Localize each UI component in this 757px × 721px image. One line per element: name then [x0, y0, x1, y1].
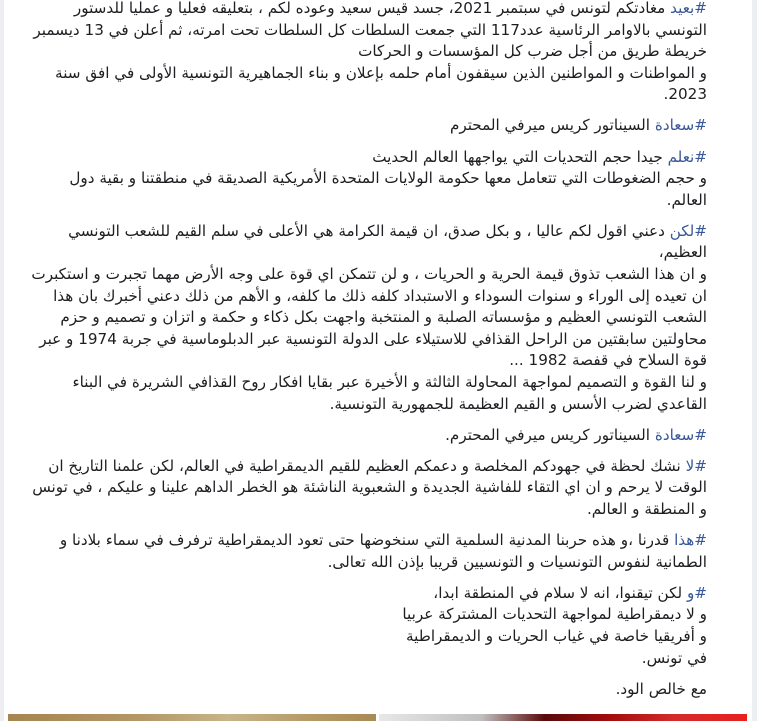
post-text: جيدا حجم التحديات التي يواجهها العالم الحديث — [372, 147, 668, 166]
post-line — [27, 648, 707, 670]
post-paragraph — [27, 583, 707, 669]
post-text: مغادتكم لتونس في سبتمبر 2021، جسد قيس سعيد وعوده لكم ، بتعليقه فعليا و عمليا للدستور — [73, 0, 671, 17]
post-paragraph — [27, 456, 707, 521]
post-text: و المنطقة و العالم. — [586, 499, 707, 518]
post-text: و لنا القوة و التصميم لمواجهة المحاولة الثالثة و الأخيرة عبر بقايا افكار روح القذافي الشريرة في البناء — [72, 373, 707, 391]
post-text: لكن تيقنوا، انه لا سلام في المنطقة ابدا، — [433, 583, 687, 602]
post-text: في تونس. — [641, 648, 707, 667]
post-body — [27, 0, 707, 710]
post-text: قوة السلاح في قفصة 1982 ... — [509, 351, 707, 370]
hashtag-link[interactable]: #هذا — [674, 531, 707, 550]
post-line — [27, 264, 707, 286]
photo-thumbnail-right[interactable] — [379, 714, 747, 721]
post-text: و لا ديمقراطية لمواجهة التحديات المشتركة عربيا — [402, 605, 707, 624]
post-line — [27, 41, 707, 63]
post-line — [27, 63, 707, 85]
post-line — [27, 583, 707, 605]
post-paragraph — [27, 147, 707, 212]
post-text: قدرنا ،و هذه حربنا المدنية السلمية التي سنخوضها حتى تعود الديمقراطية ترفرف في سماء بلادنا و — [59, 531, 675, 550]
post-text: الوقت لا يرحم و ان اي التقاء للفاشية الجديدة و الشعبوية الناشئة هو الخطر الداهم علينا و عليكم ، في تونس — [32, 478, 707, 497]
post-text: محاولتين سابقتين من الراحل القذافي للاستيلاء على الدولة التونسية عبر الدبلوماسية في جربة 1974 و عبر — [39, 329, 707, 348]
post-line — [27, 350, 707, 372]
post-line — [27, 530, 707, 552]
post-text: الشعب التونسي العظيم و مؤسساته الصلبة و المنتخبة واجهت بكل ذكاء و حكمة و اتزان و تصميم و حزم — [60, 308, 707, 327]
post-line — [27, 20, 707, 42]
post-text: العالم. — [666, 190, 707, 209]
post-text: و حجم الضغوطات التي تتعامل معها حكومة الولايات المتحدة الأمريكية الصديقة في منطقتنا و بقية دول — [69, 169, 707, 188]
hashtag-link[interactable]: #سعادة — [654, 116, 707, 135]
post-text: و أفريقيا خاصة في غياب الحريات و الديمقراطية — [406, 626, 707, 645]
post-text: العظيم، — [658, 243, 707, 262]
post-text: نشك لحظة في جهودكم المخلصة و دعمكم العظيم للقيم الديمقراطية في العالم، لكن علمنا التاريخ ان — [48, 456, 686, 475]
post-line — [27, 394, 707, 416]
post-paragraph — [27, 115, 707, 137]
photo-thumbnail-left[interactable] — [8, 714, 376, 721]
hashtag-link[interactable]: #لا — [685, 456, 707, 475]
post-text: السيناتور كريس ميرفي المحترم. — [445, 425, 655, 444]
post-line — [27, 221, 707, 243]
post-line — [27, 626, 707, 648]
post-line — [27, 307, 707, 329]
post-line — [27, 425, 707, 447]
post-line — [27, 84, 707, 106]
post-line — [27, 477, 707, 499]
post-line — [27, 115, 707, 137]
post-text: ان تعيده إلى الوراء و سنوات السوداء و الاستبداد كلفه ذلك ما كلفه، و الأهم من ذلك دعني أخبرك بان هذا — [53, 286, 707, 305]
post-text: التونسي بالاوامر الرئاسية عدد117 التي جمعت السلطات كل السلطات تحت امرته، ثم أعلن في 13 ديسمبر — [33, 20, 707, 39]
post-line — [27, 329, 707, 351]
post-paragraph — [27, 221, 707, 415]
post-text: الطمانية لنفوس التونسيات و التونسيين قريبا بإذن الله تعالى. — [327, 552, 707, 571]
post-text: السيناتور كريس ميرفي المحترم — [449, 116, 655, 135]
post-line — [27, 286, 707, 308]
post-line — [27, 372, 707, 394]
hashtag-link[interactable]: #لكن — [669, 221, 707, 240]
post-text: و المواطنات و المواطنين الذين سيقفون أمام حلمه بإعلان و بناء الجماهيرية التونسية الأولى في افق سنة — [55, 63, 707, 82]
hashtag-link[interactable]: #سعادة — [654, 425, 707, 444]
post-line — [27, 168, 707, 190]
post-line — [27, 190, 707, 212]
hashtag-link[interactable]: #بعيد — [670, 0, 707, 17]
post-line — [27, 604, 707, 626]
post-line — [27, 242, 707, 264]
post-text: 2023. — [663, 85, 707, 104]
post-paragraph — [27, 530, 707, 573]
post-photos — [8, 714, 747, 721]
post-text: خريطة طريق من أجل ضرب كل المؤسسات و الحركات — [358, 42, 707, 61]
post-line — [27, 499, 707, 521]
post-line — [27, 147, 707, 169]
post-text: القاعدي لضرب الأسس و القيم العظيمة للجمهورية التونسية. — [329, 394, 707, 413]
post-line — [27, 679, 707, 701]
post-text: و ان هذا الشعب تذوق قيمة الحرية و الحريات ، و لن تتمكن اي قوة على وجه الأرض مهما تجبرت و استكبرت — [31, 265, 707, 284]
post-line — [27, 552, 707, 574]
post-paragraph — [27, 679, 707, 701]
hashtag-link[interactable]: #نعلم — [667, 147, 707, 166]
post-text: مع خالص الود. — [615, 679, 707, 698]
post-paragraph — [27, 425, 707, 447]
post-text: دعني اقول لكم عاليا ، و بكل صدق، ان قيمة الكرامة هي الأعلى في سلم القيم للشعب التونسي — [68, 221, 670, 240]
post-paragraph — [27, 0, 707, 106]
post-line — [27, 0, 707, 20]
hashtag-link[interactable]: #و — [686, 583, 707, 602]
post-line — [27, 456, 707, 478]
